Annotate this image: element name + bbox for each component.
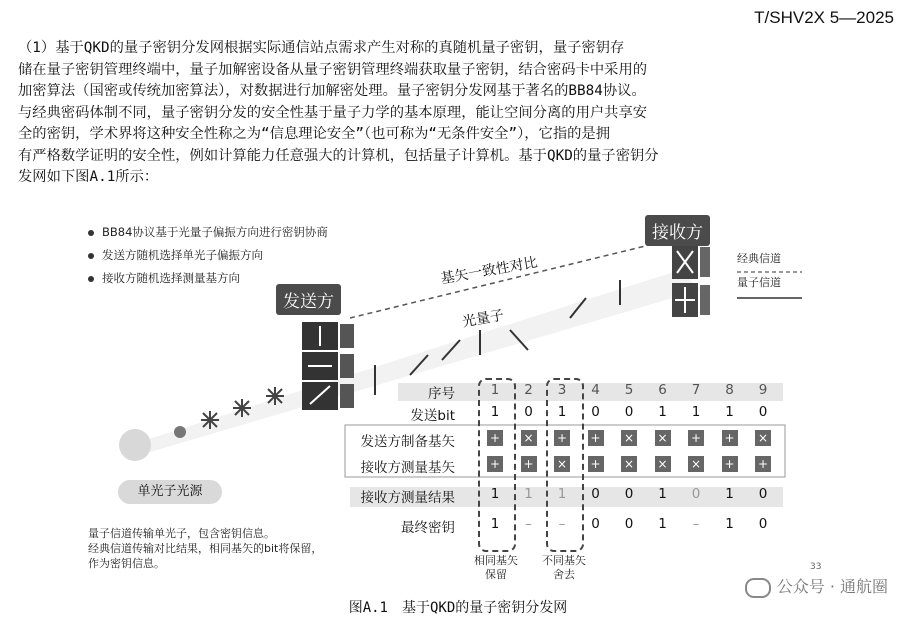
table-cell: 4 (591, 382, 600, 398)
document-code: T/SHV2X 5—2025 (754, 8, 894, 27)
paragraph-line: 全的密钥，学术界将这种安全性称之为“信息理论安全”（也可称为“无条件安全”），它指的是拥 (18, 126, 611, 142)
figure-a1 (80, 210, 836, 585)
table-cell (581, 430, 611, 446)
table-cell (514, 456, 544, 472)
same-basis-highlight (478, 378, 516, 552)
channel-legend (737, 250, 781, 296)
table-cell: 1 (691, 404, 701, 420)
bullet-item: 接收方随机选择测量基方向 (88, 270, 328, 286)
table-cell: – (558, 516, 566, 532)
table-row-label: 接收方测量结果 (360, 490, 455, 506)
table-cell: 1 (490, 382, 500, 398)
table-cell: 1 (725, 404, 734, 420)
table-cell: 0 (624, 404, 634, 420)
diagonal-basis-icon: × (755, 430, 771, 446)
rectilinear-basis-icon: + (722, 456, 738, 472)
table-cell: 2 (524, 382, 533, 398)
table-cell: 9 (758, 382, 768, 398)
table-row-label: 最终密钥 (401, 520, 455, 536)
table-cell: – (525, 516, 532, 532)
rectilinear-basis-icon: + (588, 430, 604, 446)
table-cell: 0 (758, 516, 768, 532)
rectilinear-basis-icon: + (688, 430, 704, 446)
bullet-dot-icon (88, 276, 94, 282)
table-cell (748, 430, 778, 446)
diagonal-basis-icon: × (521, 430, 537, 446)
photon-label: 光量子 (461, 307, 506, 331)
single-photon-source: 单光子光源 (118, 480, 222, 504)
table-cell: 0 (624, 486, 634, 502)
watermark: 公众号 · 通航圈 (745, 574, 888, 598)
table-cell: 8 (725, 382, 734, 398)
table-cell: 1 (658, 486, 667, 502)
table-cell: 1 (490, 486, 500, 502)
rectilinear-basis-icon: + (554, 430, 570, 446)
table-cell: 0 (758, 404, 768, 420)
table-cell: – (692, 516, 700, 532)
table-cell: 7 (691, 382, 701, 398)
rectilinear-basis-icon: + (722, 430, 738, 446)
table-cell: 0 (591, 516, 600, 532)
table-cell (614, 430, 644, 446)
bb84-table (250, 382, 790, 542)
basis-compare-label: 基矢一致性对比 (439, 254, 539, 288)
figure-caption: 图A.1 基于QKD的量子密钥分发网 (348, 600, 568, 616)
rectilinear-basis-icon: + (487, 430, 503, 446)
table-cell: 0 (624, 516, 634, 532)
diagonal-basis-icon: × (621, 430, 637, 446)
paragraph-line: 有严格数学证明的安全性，例如计算能力任意强大的计算机，包括量子计算机。基于QKD的量子密钥分 (18, 147, 659, 164)
table-cell: 1 (490, 404, 500, 420)
table-cell: 1 (658, 516, 667, 532)
same-basis-label: 相同基矢 保留 (474, 554, 518, 581)
diagonal-basis-icon: × (554, 456, 570, 472)
table-row-label: 发送方制备基矢 (360, 434, 455, 450)
sender-label: 发送方 (276, 284, 341, 315)
table-cell (748, 456, 778, 472)
table-cell: 1 (725, 486, 734, 502)
diagonal-basis-icon: × (655, 456, 671, 472)
legend-classical: 经典信道 (737, 252, 781, 265)
rectilinear-basis-icon: + (588, 456, 604, 472)
paragraph-line: 发网如下图A.1所示： (18, 169, 159, 185)
rectilinear-basis-icon: + (755, 456, 771, 472)
table-row-label: 接收方测量基矢 (360, 460, 455, 476)
table-cell: 0 (524, 404, 533, 420)
table-cell: 1 (557, 404, 567, 420)
diff-basis-highlight (546, 378, 584, 552)
table-cell: 1 (524, 486, 533, 502)
diagonal-basis-icon: × (688, 456, 704, 472)
body-paragraph (18, 38, 896, 189)
legend-quantum: 量子信道 (737, 276, 781, 289)
table-cell (681, 430, 711, 446)
paragraph-line: 加密算法（国密或传统加密算法），对数据进行加解密处理。量子密钥分发网基于著名的BB84协议。 (18, 83, 646, 99)
rectilinear-basis-icon: + (521, 456, 537, 472)
table-cell (648, 430, 678, 446)
table-cell: 1 (725, 516, 734, 532)
table-cell: 0 (758, 486, 768, 502)
table-row-label: 序号 (428, 386, 455, 402)
receiver-label: 接收方 (645, 215, 710, 246)
rectilinear-basis-icon: + (487, 456, 503, 472)
table-cell: 0 (591, 486, 600, 502)
diagonal-basis-icon: × (621, 456, 637, 472)
paragraph-line: 与经典密码体制不同，量子密钥分发的安全性基于量子力学的基本原理，能让空间分离的用户共享安 (18, 104, 648, 121)
table-cell: 5 (624, 382, 634, 398)
table-cell (581, 456, 611, 472)
paragraph-line: （1）基于QKD的量子密钥分发网根据实际通信站点需求产生对称的真随机量子密钥，量子密钥存 (18, 40, 625, 56)
table-cell (648, 456, 678, 472)
bullet-item: 发送方随机选择单光子偏振方向 (88, 247, 328, 263)
source-glow-icon (119, 429, 151, 461)
bullet-item: BB84协议基于光量子偏振方向进行密钥协商 (88, 224, 328, 240)
table-cell: 1 (490, 516, 500, 532)
table-cell: 3 (557, 382, 567, 398)
diff-basis-label: 不同基矢 舍去 (542, 554, 586, 581)
paragraph-line: 储在量子密钥管理终端中，量子加解密设备从量子密钥管理终端获取量子密钥，结合密码卡中采用的 (18, 61, 648, 78)
bullet-dot-icon (88, 253, 94, 259)
bullet-dot-icon (88, 230, 94, 236)
table-cell (514, 430, 544, 446)
table-cell (614, 456, 644, 472)
table-cell: 1 (658, 404, 667, 420)
table-row-label: 发送bit (410, 408, 455, 424)
figure-bullets (88, 224, 328, 293)
table-cell: 0 (691, 486, 701, 502)
diagonal-basis-icon: × (655, 430, 671, 446)
small-page-number: 33 (810, 562, 822, 572)
table-cell (715, 456, 745, 472)
table-cell: 6 (658, 382, 667, 398)
table-cell: 1 (557, 486, 567, 502)
figure-note: 量子信道传输单光子，包含密钥信息。 经典信道传输对比结果，相同基矢的bit将保留， 作为密钥信息。 (88, 527, 323, 570)
table-cell (681, 456, 711, 472)
table-cell: 0 (591, 404, 600, 420)
source-dot-icon (174, 426, 186, 438)
table-cell (715, 430, 745, 446)
wechat-icon (745, 578, 771, 598)
